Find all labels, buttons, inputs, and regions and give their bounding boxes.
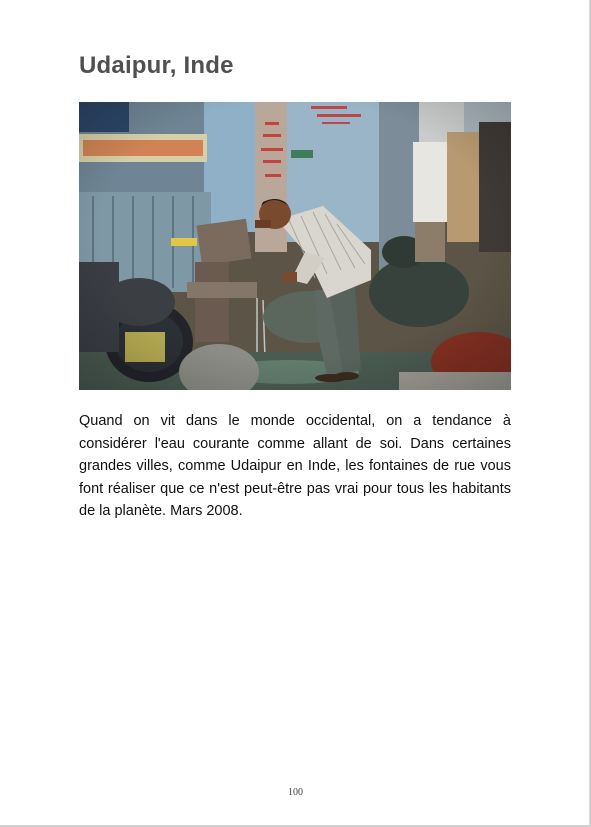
photo-caption: Quand on vit dans le monde occidental, on a tendance à considérer l'eau courante comme allant de soi. Dans certaines grandes villes, comme Udaipur en Inde, les fontaines de rue vous font réaliser que ce n'est peut-être pas vrai pour tous les habitants de la planète. Mars 2008. (79, 413, 511, 519)
page-title: Udaipur, Inde (79, 52, 234, 79)
street-fountain-photo (79, 102, 511, 390)
page-number: 100 (288, 787, 303, 798)
